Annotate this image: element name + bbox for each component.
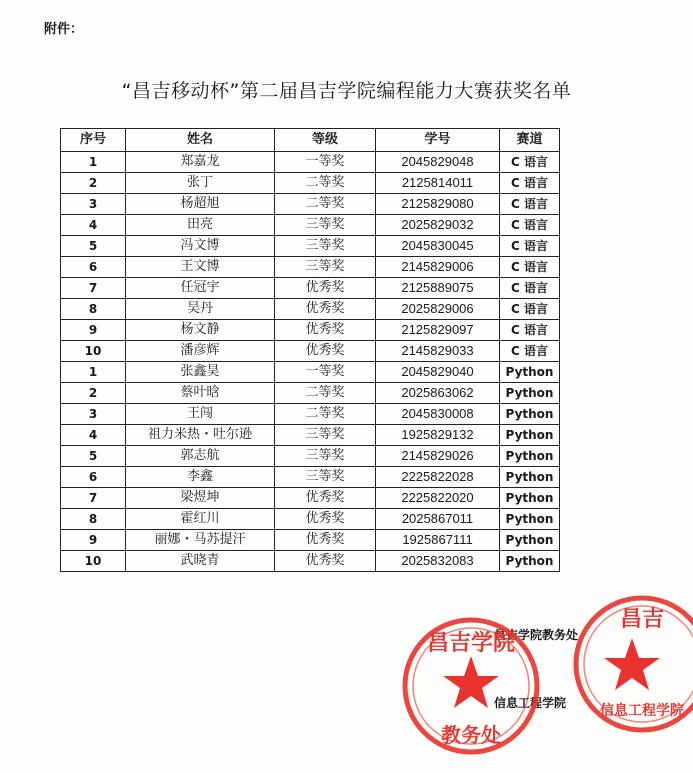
cell-student-id: 2045830045 [376,236,500,257]
cell-name: 梁煜坤 [126,488,275,509]
table-row [61,551,560,572]
cell-name: 王文博 [126,257,275,278]
cell-seq: 2 [61,383,126,404]
cell-seq: 9 [61,530,126,551]
cell-level: 优秀奖 [275,278,376,299]
cell-student-id: 2045829048 [376,152,500,173]
cell-track: Python [500,446,560,467]
cell-student-id: 2125829097 [376,320,500,341]
table-row [61,236,560,257]
table-row [61,173,560,194]
cell-level: 优秀奖 [275,530,376,551]
cell-track: Python [500,362,560,383]
table-header-row [61,129,560,152]
cell-level: 二等奖 [275,173,376,194]
cell-student-id: 2045829040 [376,362,500,383]
cell-track: C 语言 [500,152,560,173]
info-engineering-signature: 信息工程学院 [494,696,567,710]
cell-student-id: 1925867111 [376,530,500,551]
academic-affairs-signature: 昌吉学院教务处 [494,628,579,642]
table-row [61,341,560,362]
cell-student-id: 2025829032 [376,215,500,236]
cell-track: C 语言 [500,257,560,278]
table-row [61,278,560,299]
table-row [61,446,560,467]
seal-top-text: 昌吉 [619,607,665,632]
cell-level: 优秀奖 [275,320,376,341]
table-row [61,194,560,215]
table-row [61,467,560,488]
cell-seq: 3 [61,404,126,425]
cell-seq: 10 [61,341,126,362]
table-row [61,425,560,446]
cell-seq: 4 [61,215,126,236]
cell-seq: 7 [61,488,126,509]
cell-seq: 10 [61,551,126,572]
table-row [61,215,560,236]
cell-level: 优秀奖 [275,509,376,530]
cell-name: 李鑫 [126,467,275,488]
cell-student-id: 2045830008 [376,404,500,425]
cell-name: 张丁 [126,173,275,194]
cell-student-id: 2225822028 [376,467,500,488]
cell-seq: 1 [61,362,126,383]
cell-level: 三等奖 [275,257,376,278]
table-row [61,257,560,278]
cell-student-id: 2025832083 [376,551,500,572]
cell-track: Python [500,509,560,530]
cell-seq: 9 [61,320,126,341]
table-row [61,320,560,341]
attachment-label: 附件： [44,22,84,37]
cell-seq: 2 [61,173,126,194]
column-header-track: 赛道 [500,129,560,152]
column-header-level: 等级 [275,129,376,152]
cell-name: 霍红川 [126,509,275,530]
cell-level: 优秀奖 [275,341,376,362]
cell-seq: 4 [61,425,126,446]
cell-name: 吴丹 [126,299,275,320]
cell-seq: 8 [61,509,126,530]
cell-level: 优秀奖 [275,551,376,572]
table-row [61,530,560,551]
cell-name: 王闯 [126,404,275,425]
cell-student-id: 2125889075 [376,278,500,299]
cell-student-id: 1925829132 [376,425,500,446]
info-engineering-seal [570,588,693,744]
cell-level: 二等奖 [275,383,376,404]
table-row [61,152,560,173]
cell-level: 三等奖 [275,425,376,446]
cell-student-id: 2145829006 [376,257,500,278]
red-star-icon [443,656,499,708]
cell-track: C 语言 [500,173,560,194]
cell-track: Python [500,425,560,446]
cell-track: C 语言 [500,215,560,236]
cell-track: C 语言 [500,299,560,320]
cell-seq: 6 [61,257,126,278]
cell-student-id: 2025863062 [376,383,500,404]
cell-level: 二等奖 [275,194,376,215]
cell-student-id: 2145829033 [376,341,500,362]
cell-track: Python [500,551,560,572]
red-star-icon [604,638,660,690]
academic-affairs-seal [396,606,546,766]
cell-level: 二等奖 [275,404,376,425]
cell-track: Python [500,404,560,425]
cell-level: 三等奖 [275,236,376,257]
cell-name: 潘彦辉 [126,341,275,362]
cell-name: 郑嘉龙 [126,152,275,173]
cell-name: 任冠宇 [126,278,275,299]
seal-bottom-text: 教务处 [441,723,501,747]
cell-student-id: 2125829080 [376,194,500,215]
cell-track: Python [500,530,560,551]
cell-name: 蔡叶晗 [126,383,275,404]
cell-student-id: 2125814011 [376,173,500,194]
cell-track: C 语言 [500,320,560,341]
cell-track: C 语言 [500,194,560,215]
cell-level: 优秀奖 [275,299,376,320]
cell-name: 武晓青 [126,551,275,572]
award-table [60,128,560,572]
cell-seq: 6 [61,467,126,488]
cell-level: 三等奖 [275,215,376,236]
cell-seq: 5 [61,236,126,257]
cell-level: 三等奖 [275,467,376,488]
cell-track: C 语言 [500,278,560,299]
cell-student-id: 2025867011 [376,509,500,530]
cell-student-id: 2145829026 [376,446,500,467]
cell-level: 三等奖 [275,446,376,467]
cell-student-id: 2225822020 [376,488,500,509]
column-header-student-id: 学号 [376,129,500,152]
cell-track: C 语言 [500,236,560,257]
cell-seq: 8 [61,299,126,320]
cell-name: 丽娜・马苏提汗 [126,530,275,551]
table-row [61,509,560,530]
cell-level: 优秀奖 [275,488,376,509]
cell-name: 祖力米热・吐尔逊 [126,425,275,446]
cell-seq: 5 [61,446,126,467]
cell-name: 张鑫昊 [126,362,275,383]
table-row [61,299,560,320]
table-row [61,404,560,425]
cell-track: Python [500,467,560,488]
table-row [61,488,560,509]
cell-level: 一等奖 [275,152,376,173]
cell-seq: 3 [61,194,126,215]
cell-name: 冯文博 [126,236,275,257]
cell-name: 杨超旭 [126,194,275,215]
table-row [61,383,560,404]
table-row [61,362,560,383]
cell-seq: 1 [61,152,126,173]
cell-track: C 语言 [500,341,560,362]
cell-track: Python [500,488,560,509]
page-title: “昌吉移动杯”第二届昌吉学院编程能力大赛获奖名单 [121,80,572,102]
cell-level: 一等奖 [275,362,376,383]
cell-name: 杨文静 [126,320,275,341]
table-body [61,152,560,572]
cell-student-id: 2025829006 [376,299,500,320]
cell-track: Python [500,383,560,404]
column-header-seq: 序号 [61,129,126,152]
seal-bottom-text: 信息工程学院 [600,703,684,719]
column-header-name: 姓名 [126,129,275,152]
seal-top-text: 昌吉学院 [426,631,516,656]
cell-name: 田亮 [126,215,275,236]
cell-name: 郭志航 [126,446,275,467]
cell-seq: 7 [61,278,126,299]
